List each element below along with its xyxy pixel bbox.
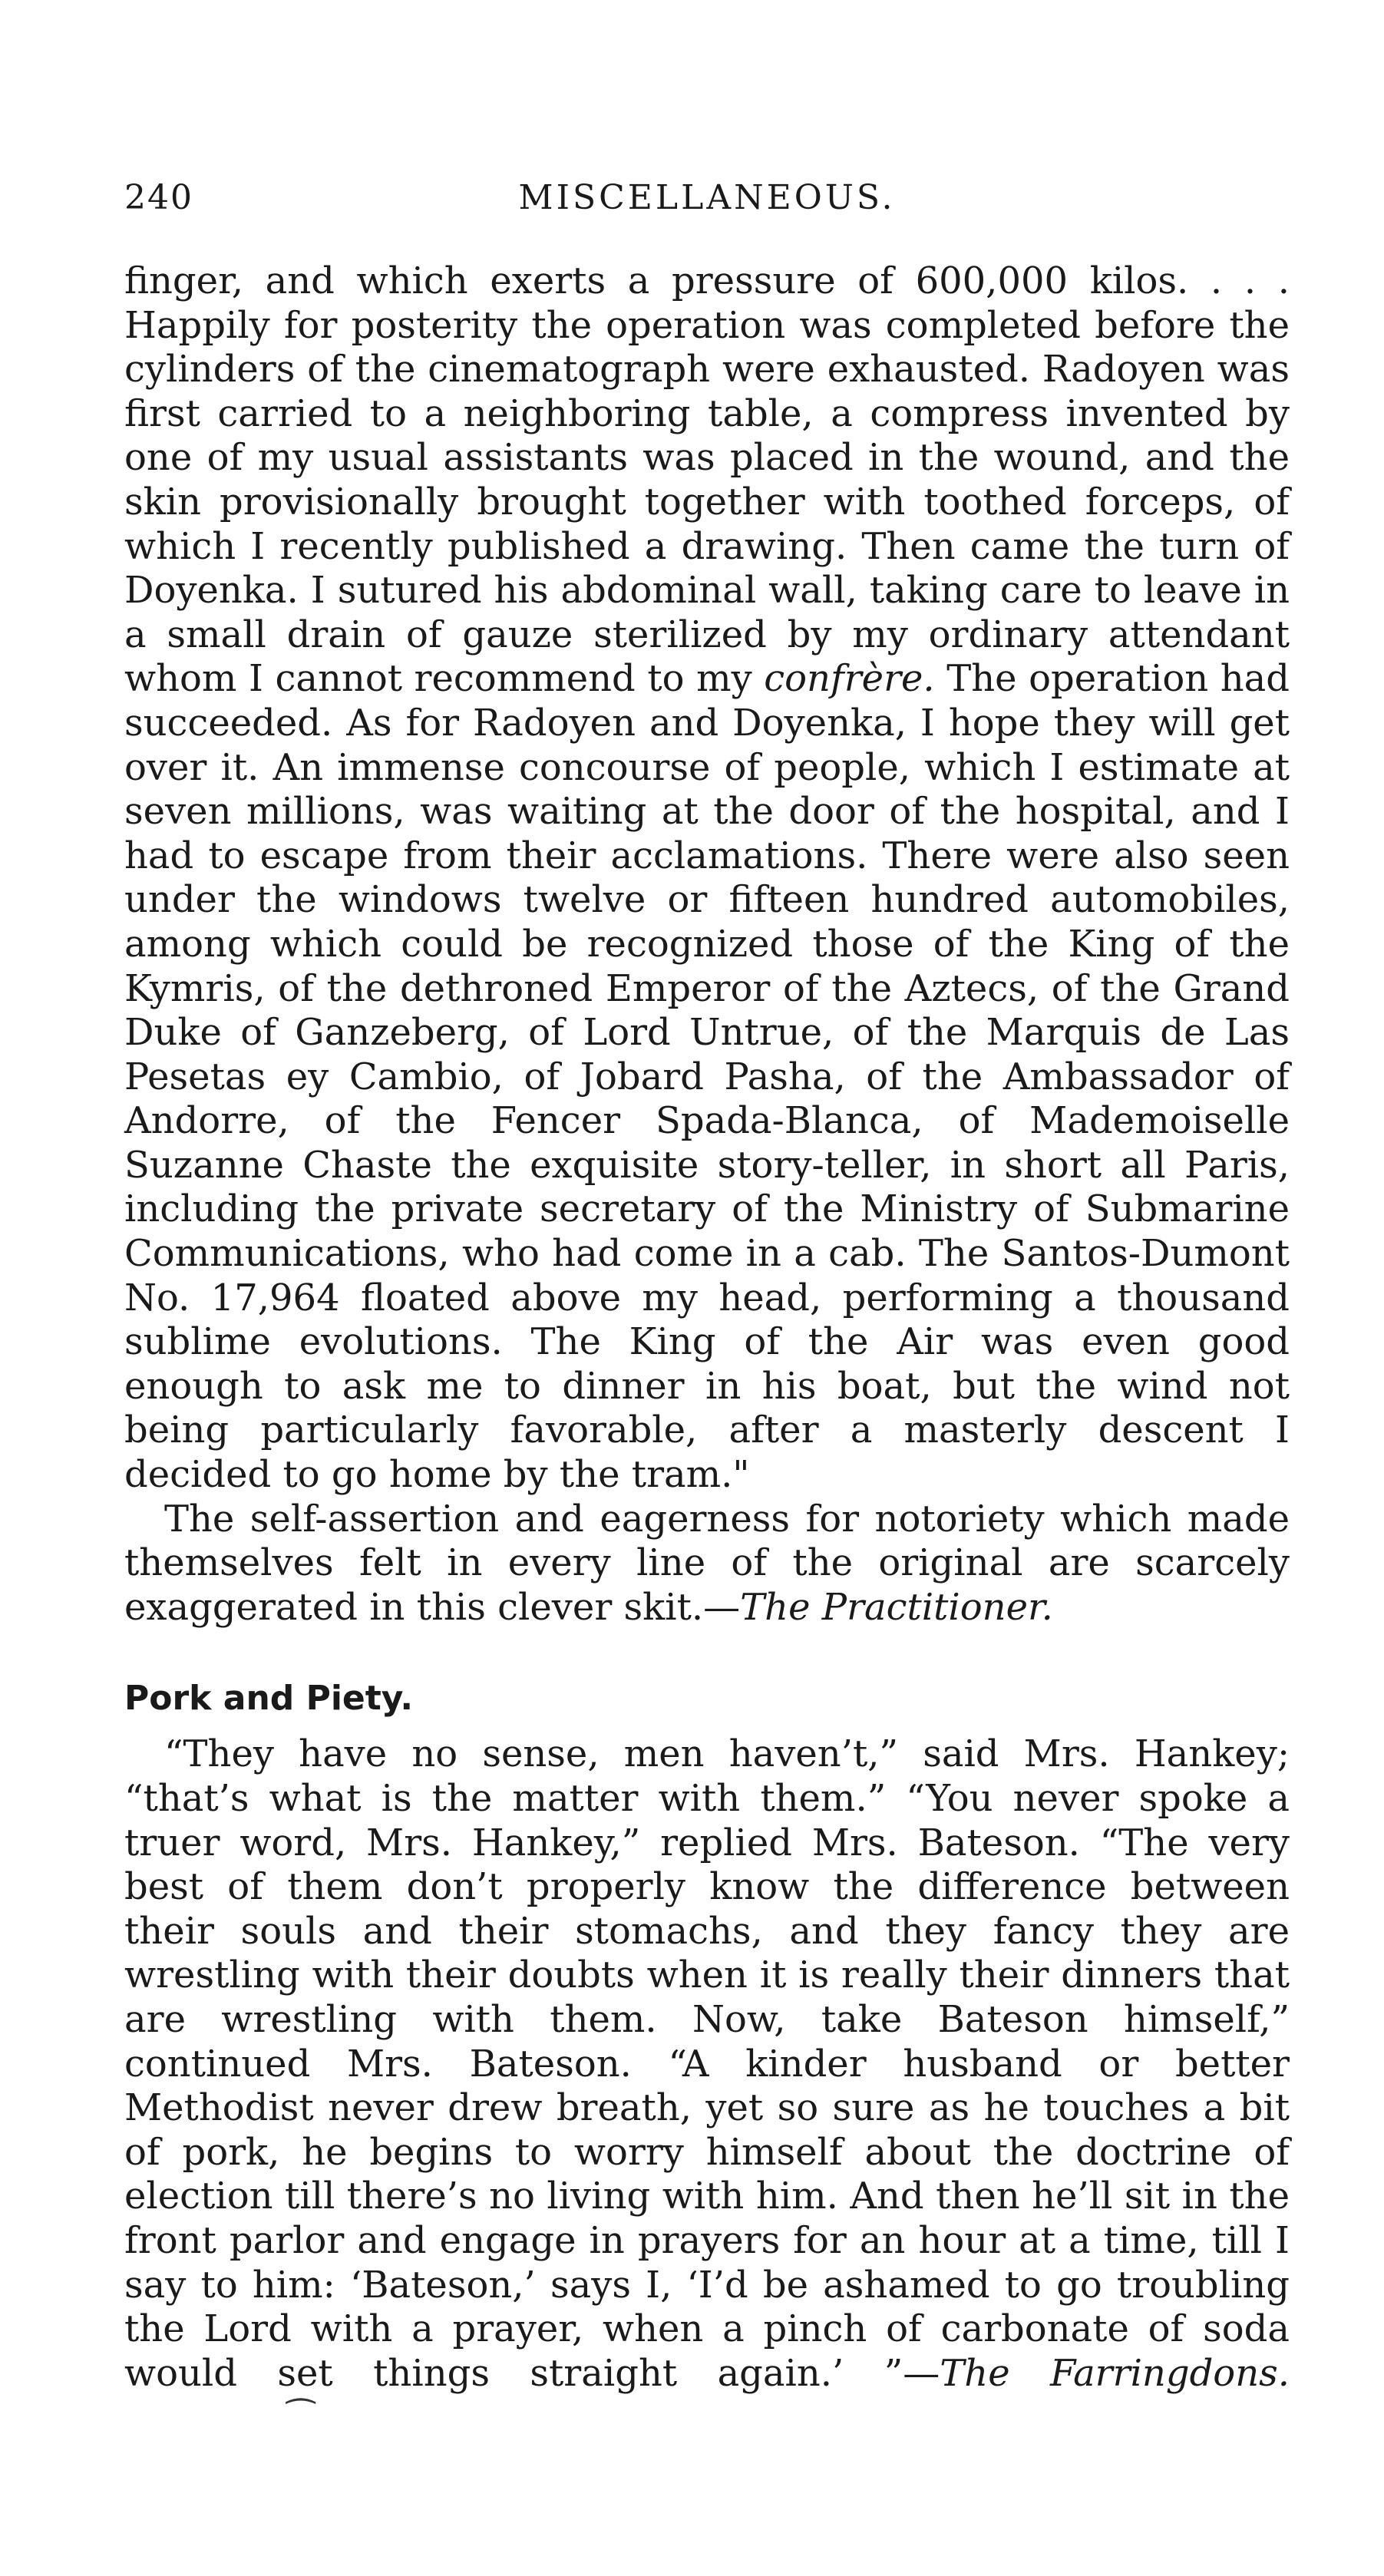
italic-word: confrère. [764,657,935,701]
page-number: 240 [124,178,193,217]
running-title: MISCELLANEOUS. [518,178,896,217]
paragraph-continued [124,259,1290,1498]
paragraph-text: finger, and which exerts a pressure of 600,000 kilos. . . . Happily for posterity the operation was completed before the cylinders of the cinematograph were exhausted. Radoyen was first carried to a neighboring table, a compress invented by one of my usual assistants was placed in the wound, and the skin provisionally brought together with toothed forceps, of which I recently published a drawing. Then came the turn of Doyenka. I sutured his abdominal wall, taking care to leave in a small drain of gauze sterilized by my ordinary attendant whom I cannot recommend to my [124,259,1290,701]
section-heading: Pork and Piety. [124,1679,414,1719]
pen-mark-icon: ⁀ [287,2399,315,2439]
paragraph-anecdote [124,1732,1290,2441]
page-header [124,178,1290,224]
paragraph-commentary [124,1498,1290,1630]
source-citation: The Farringdons. [940,2351,1290,2395]
paragraph-text: The self-assertion and eagerness for notoriety which made themselves felt in every line of the original are scarcely exaggerated in this clever skit.— [124,1497,1290,1629]
body-text [124,259,1290,2441]
source-citation: The Practitioner. [740,1585,1053,1629]
paragraph-text: “They have no sense, men haven’t,” said Mrs. Hankey; “that’s what is the matter with them.” “You never spoke a truer word, Mrs. Hankey,” replied Mrs. Bateson. “The very best of them don’t properly know the difference between their souls and their stomachs, and they fancy they are wrestling with their doubts when it is really their dinners that are wrestling with them. Now, take Bateson himself,” continued Mrs. Bateson. “A kinder husband or better Methodist never drew breath, yet so sure as he touches a bit of pork, he begins to worry himself about the doctrine of election till there’s no living with him. And then he’ll sit in the front parlor and engage in prayers for an hour at a time, till I say to him: ‘Bateson,’ says I, ‘I’d be ashamed to go troubling the Lord with a prayer, when a pinch of carbonate of soda would set things straight again.’ ”— [124,1732,1290,2395]
paragraph-text-rest: The operation had succeeded. As for Radoyen and Doyenka, I hope they will get over it. An immense concourse of people, which I estimate at seven millions, was waiting at the door of the hospital, and I had to escape from their acclamations. There were also seen under the windows twelve or fifteen hundred automobiles, among which could be recognized those of the King of the Kymris, of the dethroned Emperor of the Aztecs, of the Grand Duke of Ganzeberg, of Lord Untrue, of the Marquis de Las Pesetas ey Cambio, of Jobard Pasha, of the Ambassador of Andorre, of the Fencer Spada-Blanca, of Mademoiselle Suzanne Chaste the exquisite story-teller, in short all Paris, including the private secretary of the Ministry of Submarine Communications, who had come in a cab. The Santos-Dumont No. 17,964 floated above my head, performing a thousand sublime evolutions. The King of the Air was even good enough to ask me to dinner in his boat, but the wind not being particularly favorable, after a masterly descent I decided to go home by the tram." [124,657,1290,1497]
